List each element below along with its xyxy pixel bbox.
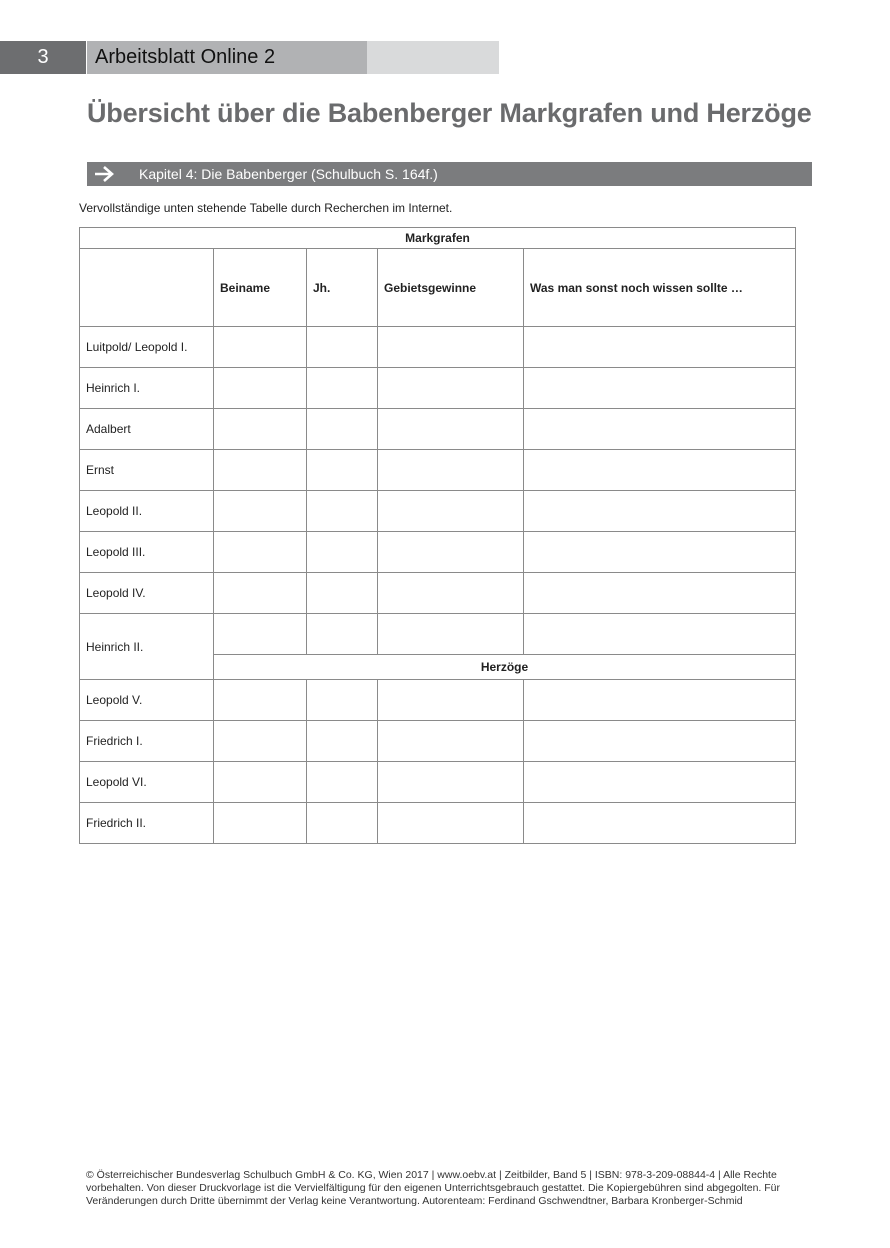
- notes-cell[interactable]: [524, 450, 796, 491]
- notes-cell[interactable]: [524, 803, 796, 844]
- jh-cell[interactable]: [307, 721, 378, 762]
- jh-cell[interactable]: [307, 614, 378, 655]
- table-row: [80, 532, 796, 573]
- babenberger-table: [79, 227, 796, 844]
- chapter-reference: Kapitel 4: Die Babenberger (Schulbuch S. 164f.): [139, 166, 438, 182]
- table-row: [80, 680, 796, 721]
- notes-cell[interactable]: [524, 368, 796, 409]
- ruler-name: Friedrich II.: [80, 803, 214, 844]
- gebietsgewinne-cell[interactable]: [378, 573, 524, 614]
- gebietsgewinne-cell[interactable]: [378, 614, 524, 655]
- instruction-text: Vervollständige unten stehende Tabelle durch Recherchen im Internet.: [79, 201, 453, 215]
- section-header-markgrafen: Markgrafen: [80, 228, 796, 249]
- ruler-name: Friedrich I.: [80, 721, 214, 762]
- gebietsgewinne-cell[interactable]: [378, 327, 524, 368]
- table-row: [80, 327, 796, 368]
- ruler-name: Heinrich I.: [80, 368, 214, 409]
- notes-cell[interactable]: [524, 721, 796, 762]
- beiname-cell[interactable]: [214, 327, 307, 368]
- gebietsgewinne-cell[interactable]: [378, 762, 524, 803]
- table-row: [80, 573, 796, 614]
- table-row: [80, 721, 796, 762]
- notes-cell[interactable]: [524, 680, 796, 721]
- table-row: [80, 491, 796, 532]
- table-row: [80, 803, 796, 844]
- gebietsgewinne-cell[interactable]: [378, 721, 524, 762]
- gebietsgewinne-cell[interactable]: [378, 368, 524, 409]
- footer-line: Veränderungen durch Dritte übernimmt der Verlag keine Verantwortung. Autorenteam: Ferdinand Gschwendtner, Barbara Kronberger-Schmid: [86, 1195, 743, 1207]
- table-row: [80, 762, 796, 803]
- chapter-reference-bar: [87, 162, 812, 186]
- jh-cell[interactable]: [307, 803, 378, 844]
- jh-cell[interactable]: [307, 491, 378, 532]
- ruler-name: Leopold V.: [80, 680, 214, 721]
- ruler-name: Leopold IV.: [80, 573, 214, 614]
- ruler-name: Luitpold/ Leopold I.: [80, 327, 214, 368]
- header-bar-extension: [367, 41, 499, 74]
- beiname-cell[interactable]: [214, 409, 307, 450]
- ruler-name: Ernst: [80, 450, 214, 491]
- beiname-cell[interactable]: [214, 450, 307, 491]
- column-header-name: [80, 249, 214, 327]
- gebietsgewinne-cell[interactable]: [378, 803, 524, 844]
- jh-cell[interactable]: [307, 368, 378, 409]
- column-header-jh: Jh.: [307, 249, 378, 327]
- notes-cell[interactable]: [524, 491, 796, 532]
- column-header-row: [80, 249, 796, 327]
- column-header-gebietsgewinne: Gebietsgewinne: [378, 249, 524, 327]
- beiname-cell[interactable]: [214, 532, 307, 573]
- arrow-right-icon: [93, 164, 115, 184]
- jh-cell[interactable]: [307, 762, 378, 803]
- table-row: [80, 450, 796, 491]
- beiname-cell[interactable]: [214, 368, 307, 409]
- table-row: [80, 409, 796, 450]
- copyright-footer: [86, 1169, 806, 1208]
- jh-cell[interactable]: [307, 532, 378, 573]
- page-title: Übersicht über die Babenberger Markgrafen und Herzöge: [87, 98, 812, 128]
- beiname-cell[interactable]: [214, 803, 307, 844]
- beiname-cell[interactable]: [214, 491, 307, 532]
- gebietsgewinne-cell[interactable]: [378, 491, 524, 532]
- table-row: [80, 614, 796, 655]
- section-header-herzoege: Herzöge: [214, 655, 796, 680]
- ruler-name: Adalbert: [80, 409, 214, 450]
- worksheet-header-bar: [0, 41, 499, 74]
- beiname-cell[interactable]: [214, 721, 307, 762]
- notes-cell[interactable]: [524, 573, 796, 614]
- beiname-cell[interactable]: [214, 762, 307, 803]
- worksheet-label: Arbeitsblatt Online 2: [87, 41, 367, 74]
- jh-cell[interactable]: [307, 409, 378, 450]
- ruler-name: Leopold III.: [80, 532, 214, 573]
- gebietsgewinne-cell[interactable]: [378, 532, 524, 573]
- notes-cell[interactable]: [524, 614, 796, 655]
- column-header-wissenswertes: Was man sonst noch wissen sollte …: [524, 249, 796, 327]
- ruler-name: Heinrich II.: [80, 614, 214, 680]
- jh-cell[interactable]: [307, 327, 378, 368]
- beiname-cell[interactable]: [214, 573, 307, 614]
- gebietsgewinne-cell[interactable]: [378, 409, 524, 450]
- gebietsgewinne-cell[interactable]: [378, 680, 524, 721]
- column-header-beiname: Beiname: [214, 249, 307, 327]
- beiname-cell[interactable]: [214, 680, 307, 721]
- footer-line: © Österreichischer Bundesverlag Schulbuch GmbH & Co. KG, Wien 2017 | www.oebv.at | Zeitbilder, Band 5 | ISBN: 978-3-209-08844-4 | Alle Rechte: [86, 1169, 777, 1181]
- notes-cell[interactable]: [524, 532, 796, 573]
- gebietsgewinne-cell[interactable]: [378, 450, 524, 491]
- table-row: [80, 368, 796, 409]
- jh-cell[interactable]: [307, 573, 378, 614]
- ruler-name: Leopold II.: [80, 491, 214, 532]
- footer-line: vorbehalten. Von dieser Druckvorlage ist die Vervielfältigung für den eigenen Unterrichtsgebrauch gestattet. Die Kopiergebühren sind abgegolten. Für: [86, 1182, 781, 1194]
- page-number: 3: [0, 41, 86, 74]
- notes-cell[interactable]: [524, 409, 796, 450]
- ruler-name: Leopold VI.: [80, 762, 214, 803]
- notes-cell[interactable]: [524, 327, 796, 368]
- beiname-cell[interactable]: [214, 614, 307, 655]
- jh-cell[interactable]: [307, 450, 378, 491]
- jh-cell[interactable]: [307, 680, 378, 721]
- notes-cell[interactable]: [524, 762, 796, 803]
